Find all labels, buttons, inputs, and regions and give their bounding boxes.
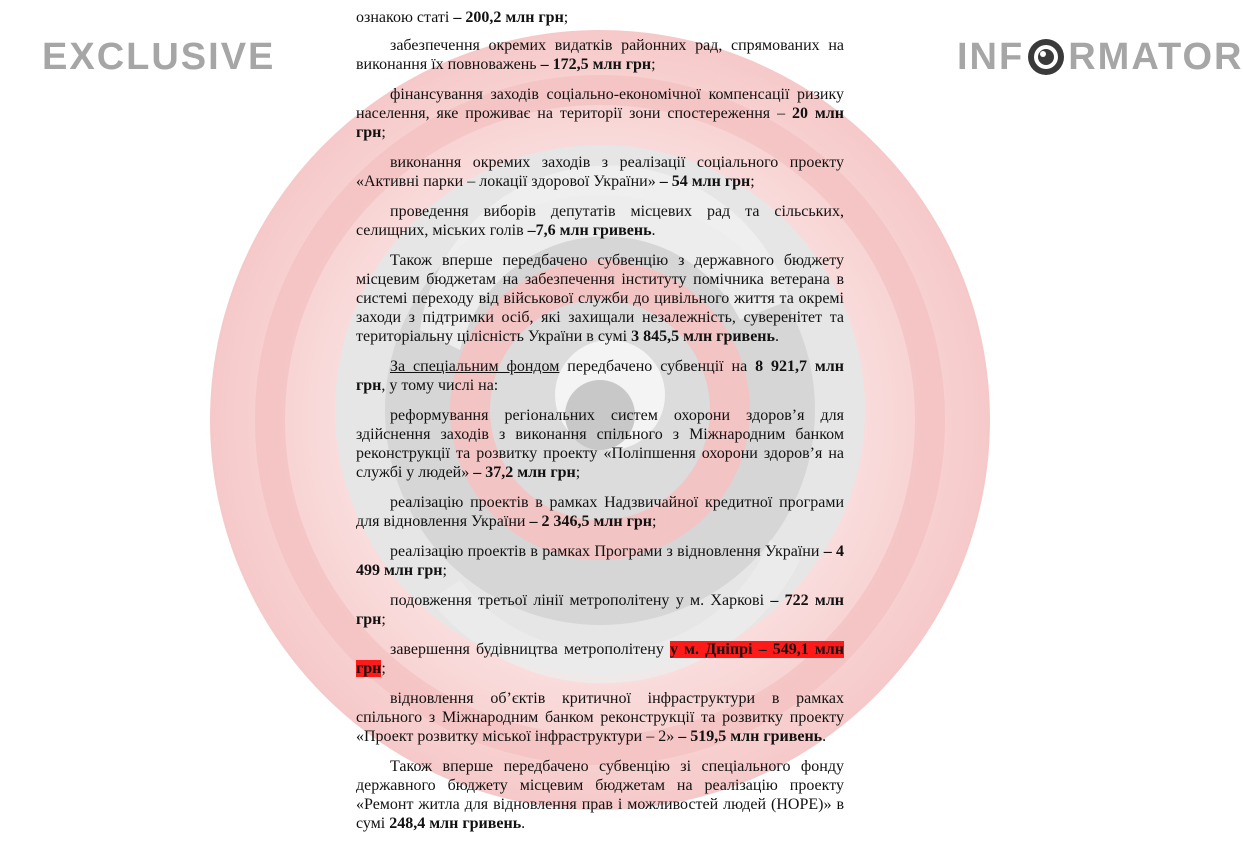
paragraph-9: реалізацію проектів в рамках Надзвичайної кредитної програми для відновлення України – 2 346,5 млн грн; <box>356 494 844 530</box>
informator-logo[interactable] <box>957 36 1243 78</box>
eye-icon <box>1026 37 1066 77</box>
paragraph-8: реформування регіональних систем охорони здоров’я для здійснення заходів з виконання спільного з Міжнародним банком реконструкції та розвитку проекту «Поліпшення охорони здоров’я на службі у людей» – 37,2 млн грн; <box>356 407 844 481</box>
logo-text-start: INF <box>957 36 1025 78</box>
highlighted-amount: у м. Дніпрі – 549,1 млн грн <box>356 641 844 677</box>
paragraph-11: подовження третьої лінії метрополітену у м. Харкові – 722 млн грн; <box>356 592 845 628</box>
paragraph-13: відновлення об’єктів критичної інфраструктури в рамках спільного з Міжнародним банком реконструкції та розвитку проекту «Проект розвитку міської інфраструктури – 2» – 519,5 млн гривень. <box>356 690 844 745</box>
paragraph-6: Також вперше передбачено субвенцію з державного бюджету місцевим бюджетам на забезпечення інституту помічника ветерана в системі переходу від військової служби до цивільного життя та окремі заходи з підтримки осіб, які захищали незалежність, суверенітет та територіальну цілісність України в сумі 3 845,5 млн гривень. <box>356 252 844 345</box>
paragraph-14: Також вперше передбачено субвенцію зі спеціального фонду державного бюджету місцевим бюджетам на реалізацію проекту «Ремонт житла для відновлення прав і можливостей людей (HOPE)» в сумі 248,4 млн гривень. <box>356 758 844 832</box>
paragraph-2: забезпечення окремих видатків районних рад, спрямованих на виконання їх повноважень – 172,5 млн грн; <box>356 37 844 73</box>
exclusive-label: EXCLUSIVE <box>42 36 276 78</box>
logo-text-end: RMATOR <box>1068 36 1243 78</box>
paragraph-10: реалізацію проектів в рамках Програми з відновлення України – 4 499 млн грн; <box>356 543 845 579</box>
paragraph-5: проведення виборів депутатів місцевих рад та сільських, селищних, міських голів –7,6 млн гривень. <box>356 203 844 239</box>
document-page <box>356 8 844 844</box>
paragraph-12: завершення будівництва метрополітену у м. Дніпрі – 549,1 млн грн; <box>356 641 844 677</box>
paragraph-4: виконання окремих заходів з реалізації соціального проекту «Активні парки – локації здорової України» – 54 млн грн; <box>356 154 844 190</box>
paragraph-1: ознакою статі – 200,2 млн грн; <box>356 9 569 26</box>
paragraph-3: фінансування заходів соціально-економічної компенсації ризику населення, яке проживає на території зони спостереження – 20 млн грн; <box>356 86 845 141</box>
paragraph-7: За спеціальним фондом передбачено субвенції на 8 921,7 млн грн, у тому числі на: <box>356 358 844 394</box>
